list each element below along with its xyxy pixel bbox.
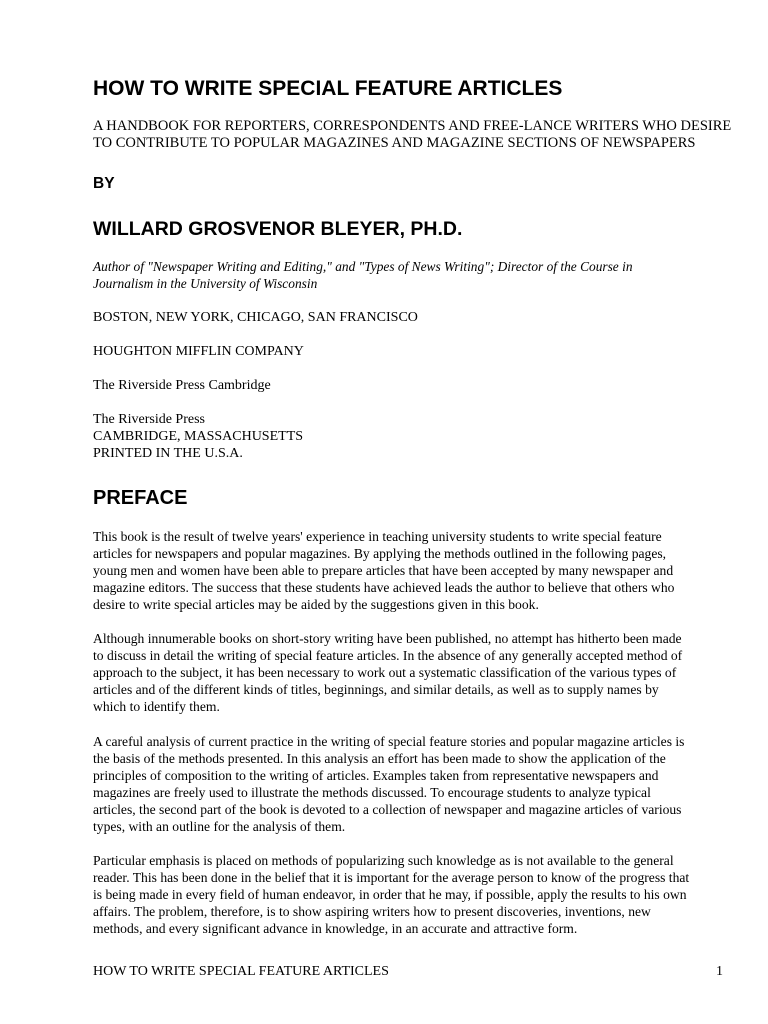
author-description-line: Journalism in the University of Wisconsin bbox=[93, 276, 318, 291]
paragraph-line: affairs. The problem, therefore, is to show aspiring writers how to present discoveries, inventions, new bbox=[93, 904, 651, 919]
paragraph-line: magazines are freely used to illustrate the methods discussed. To encourage students to analyze typical bbox=[93, 785, 651, 800]
publisher-cities: BOSTON, NEW YORK, CHICAGO, SAN FRANCISCO bbox=[93, 310, 418, 325]
author-name: WILLARD GROSVENOR BLEYER, PH.D. bbox=[93, 218, 463, 240]
preface-paragraph bbox=[93, 733, 725, 835]
by-label: BY bbox=[93, 175, 115, 192]
paragraph-line: articles for newspapers and popular magazines. By applying the methods outlined in the following pages, bbox=[93, 546, 667, 561]
preface-paragraph bbox=[93, 852, 725, 937]
footer-title: HOW TO WRITE SPECIAL FEATURE ARTICLES bbox=[93, 964, 389, 979]
publisher-name: HOUGHTON MIFFLIN COMPANY bbox=[93, 344, 304, 359]
paragraph-line: magazine editors. The success that these students have achieved leads the author to believe that others who bbox=[93, 580, 675, 595]
paragraph-line: to discuss in detail the writing of special feature articles. In the absence of any generally accepted method of bbox=[93, 648, 683, 663]
author-description-line: Author of "Newspaper Writing and Editing," and "Types of News Writing"; Director of the Course in bbox=[93, 259, 633, 274]
paragraph-line: Particular emphasis is placed on methods of popularizing such knowledge as is not available to the general bbox=[93, 853, 674, 868]
subtitle-line: A HANDBOOK FOR REPORTERS, CORRESPONDENTS AND FREE-LANCE WRITERS WHO DESIRE bbox=[93, 118, 732, 134]
paragraph-line: young men and women have been able to prepare articles that have been accepted by many newspaper and bbox=[93, 563, 674, 578]
imprint-line: CAMBRIDGE, MASSACHUSETTS bbox=[93, 429, 304, 444]
imprint-line: PRINTED IN THE U.S.A. bbox=[93, 446, 243, 461]
paragraph-line: approach to the subject, it has been necessary to work out a systematic classification of the various types of bbox=[93, 665, 677, 680]
paragraph-line: is being made in every field of human endeavor, in order that he may, if possible, apply the results to his own bbox=[93, 887, 687, 902]
paragraph-line: methods, and every significant advance in knowledge, in an accurate and attractive form. bbox=[93, 921, 578, 936]
paragraph-line: principles of composition to the writing of articles. Examples taken from representative newspapers and bbox=[93, 768, 659, 783]
preface-paragraph bbox=[93, 528, 725, 613]
paragraph-line: desire to write special articles may be aided by the suggestions given in this book. bbox=[93, 597, 539, 612]
paragraph-line: Although innumerable books on short-story writing have been published, no attempt has hitherto been made bbox=[93, 631, 682, 646]
author-description bbox=[93, 258, 693, 292]
paragraph-line: This book is the result of twelve years' experience in teaching university students to write special feature bbox=[93, 529, 662, 544]
press-line: The Riverside Press Cambridge bbox=[93, 378, 271, 393]
paragraph-line: which to identify them. bbox=[93, 699, 220, 714]
preface-paragraph bbox=[93, 630, 725, 715]
book-subtitle bbox=[93, 118, 733, 152]
paragraph-line: types, with an outline for the analysis of them. bbox=[93, 819, 346, 834]
paragraph-line: the basis of the methods presented. In this analysis an effort has been made to show the application of the bbox=[93, 751, 666, 766]
paragraph-line: A careful analysis of current practice in the writing of special feature stories and popular magazine articles is bbox=[93, 734, 685, 749]
paragraph-line: articles, the second part of the book is devoted to a collection of newspaper and magazine articles of various bbox=[93, 802, 682, 817]
book-title: HOW TO WRITE SPECIAL FEATURE ARTICLES bbox=[93, 77, 563, 100]
imprint-line: The Riverside Press bbox=[93, 412, 205, 427]
paragraph-line: reader. This has been done in the belief that it is important for the average person to know of the progress that bbox=[93, 870, 690, 885]
page-number: 1 bbox=[716, 964, 723, 979]
paragraph-line: articles and of the different kinds of titles, beginnings, and similar details, as well as to supply names by bbox=[93, 682, 659, 697]
subtitle-line: TO CONTRIBUTE TO POPULAR MAGAZINES AND MAGAZINE SECTIONS OF NEWSPAPERS bbox=[93, 135, 696, 151]
preface-heading: PREFACE bbox=[93, 487, 188, 509]
